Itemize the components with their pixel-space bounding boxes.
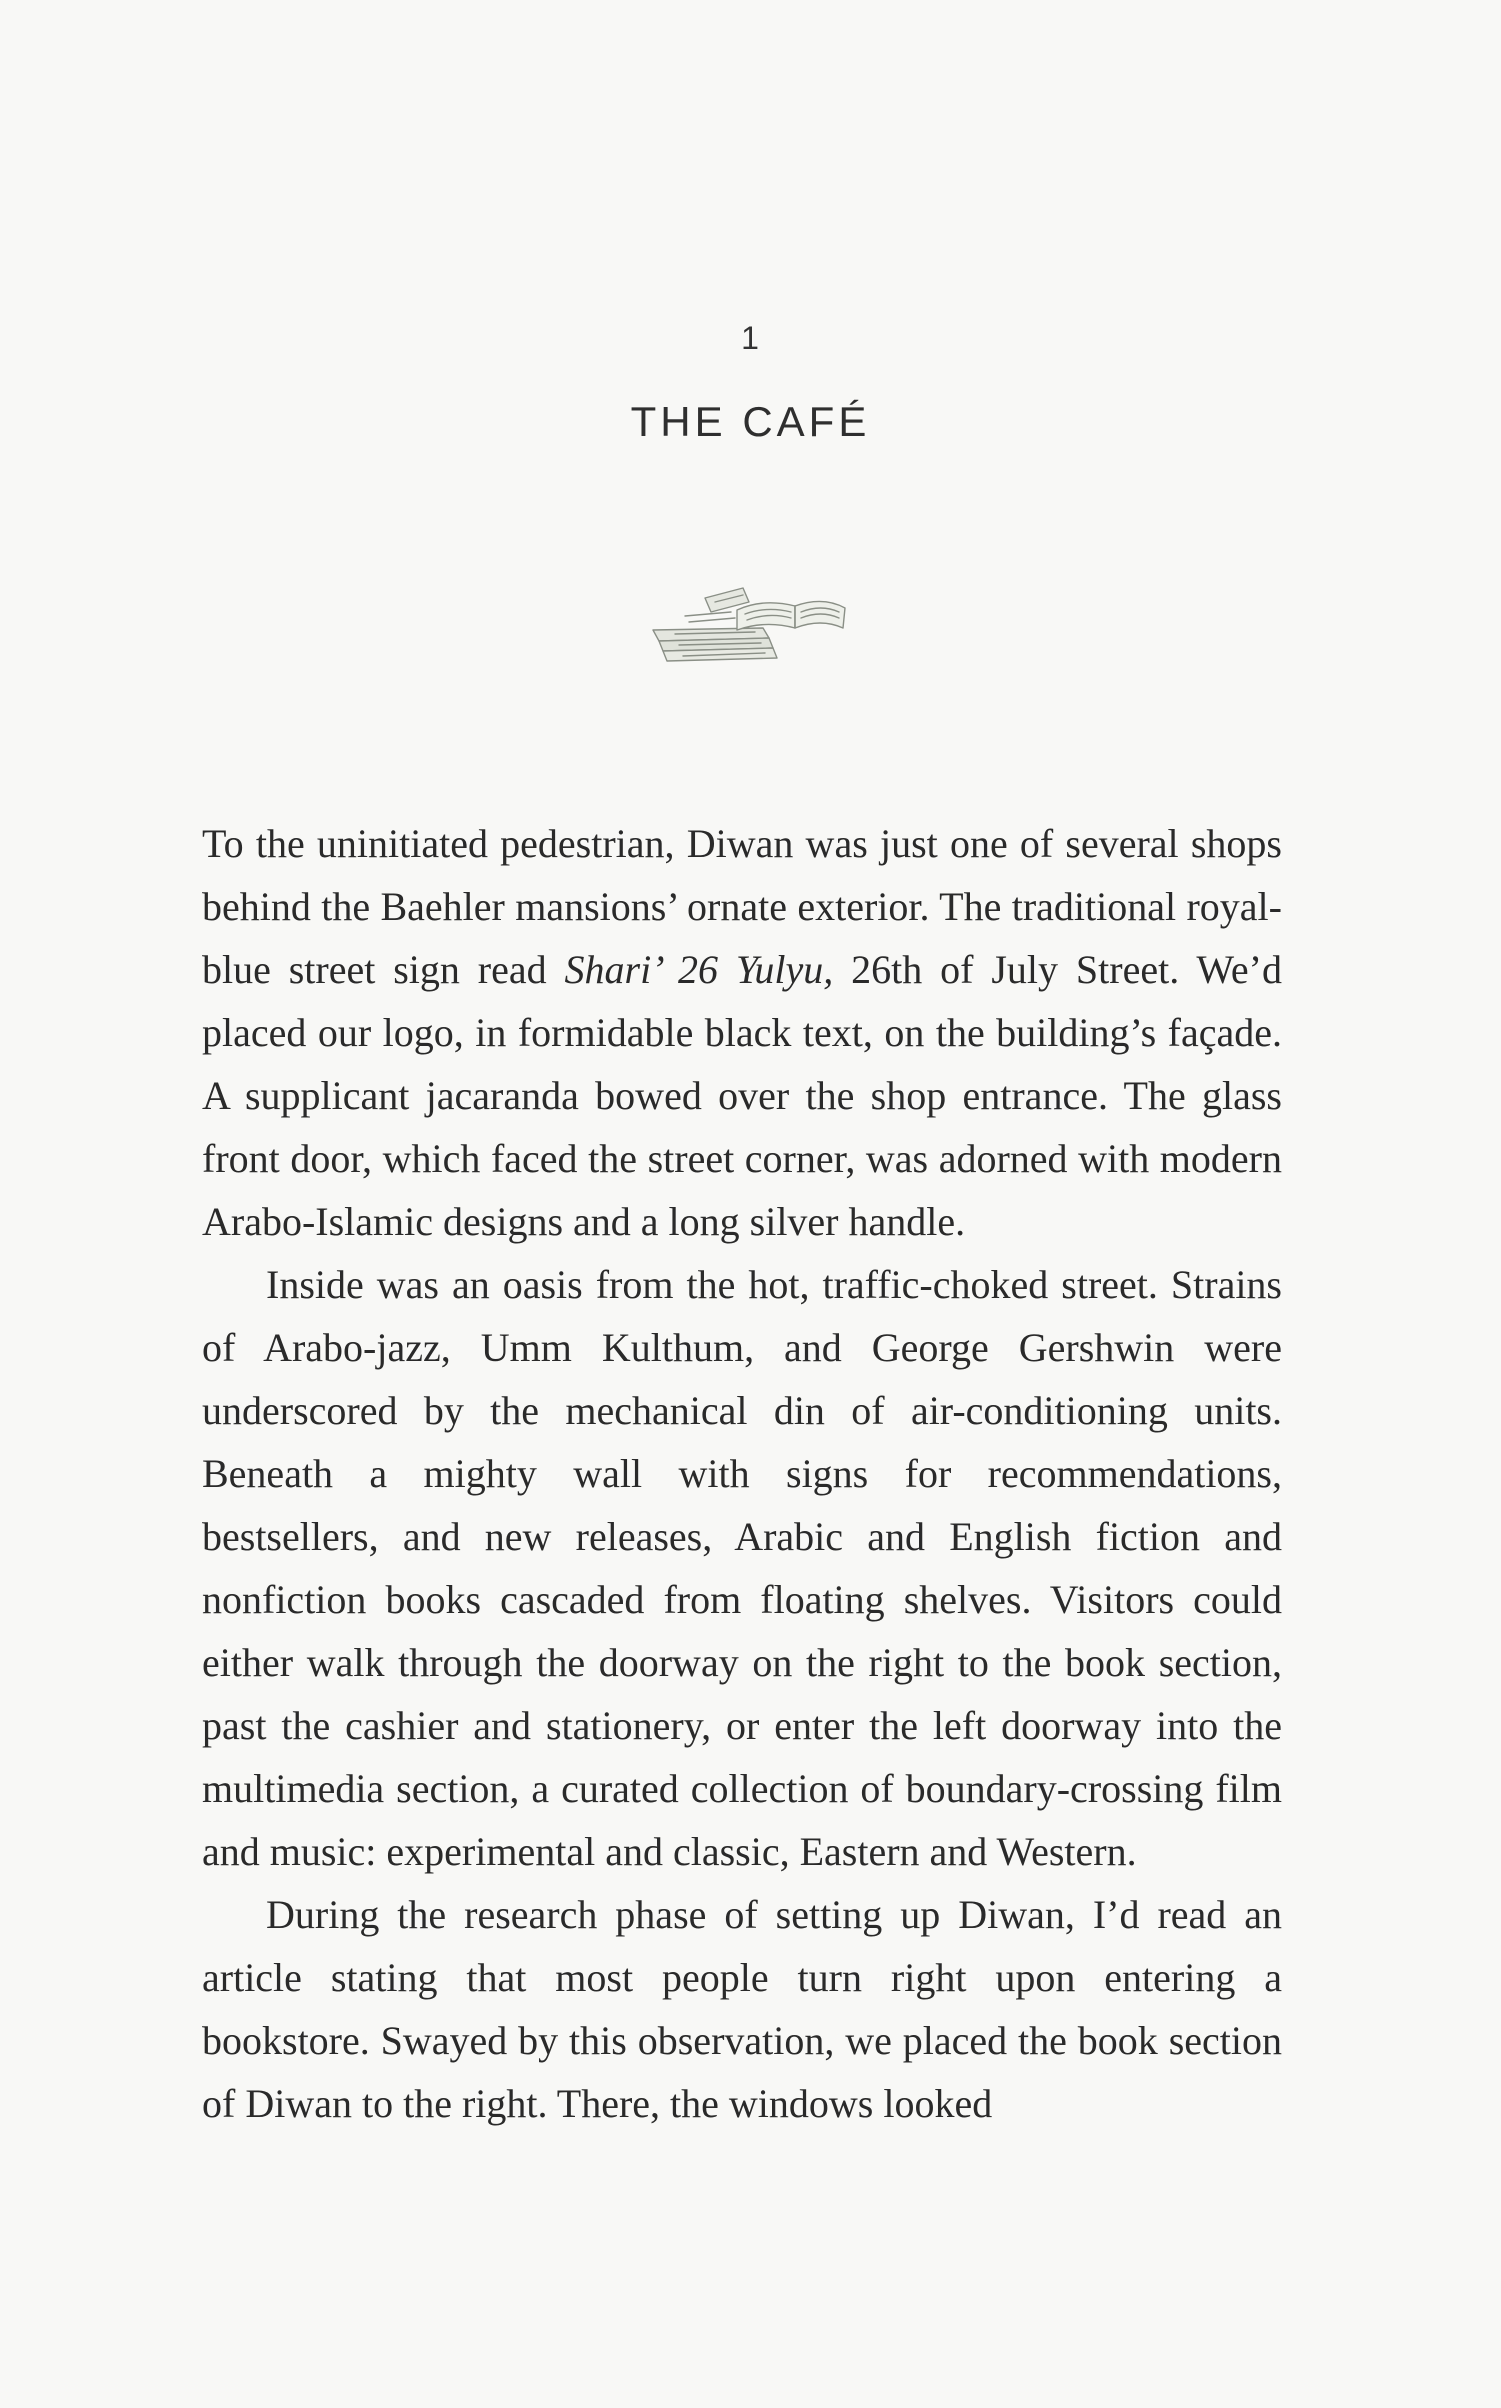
chapter-number: 1 xyxy=(741,320,760,356)
open-book-stack-icon xyxy=(645,568,855,668)
paragraph-2: Inside was an oasis from the hot, traffic-choked street. Strains of Arabo-jazz, Umm Kulthum, and George Gershwin were underscored by the mechanical din of air-conditioning units. Beneath a mighty wall with signs for recommendations, bestsellers, and new releases, Arabic and English fiction and nonfiction books cascaded from floating shelves. Visitors could either walk through the doorway on the right to the book section, past the cashier and stationery, or enter the left doorway into the multimedia section, a curated collection of boundary-crossing film and music: experimental and classic, Eastern and Western. xyxy=(202,1262,1282,1874)
paragraph-1-part-b: 26th of July Street. We’d placed our logo, in formidable black text, on the building’s façade. A supplicant jacaranda bowed over the shop entrance. The glass front door, which faced the street corner, was adorned with modern Arabo-Islamic designs and a long silver handle. xyxy=(202,947,1282,1244)
body-text xyxy=(202,812,1282,2135)
street-name-italic: Shari’ 26 Yulyu, xyxy=(564,947,834,992)
chapter-title: THE CAFÉ xyxy=(630,398,871,445)
paragraph-1 xyxy=(202,812,1282,1253)
paragraph-3: During the research phase of setting up Diwan, I’d read an article stating that most people turn right upon entering a bookstore. Swayed by this observation, we placed the book section of Diwan to the right. There, the windows looked xyxy=(202,1892,1282,2126)
paragraph-1-part-a: To the uninitiated pedestrian, Diwan was just one of several shops behind the Baehler mansions’ ornate exterior. The traditional royal-blue street sign read xyxy=(202,821,1282,992)
